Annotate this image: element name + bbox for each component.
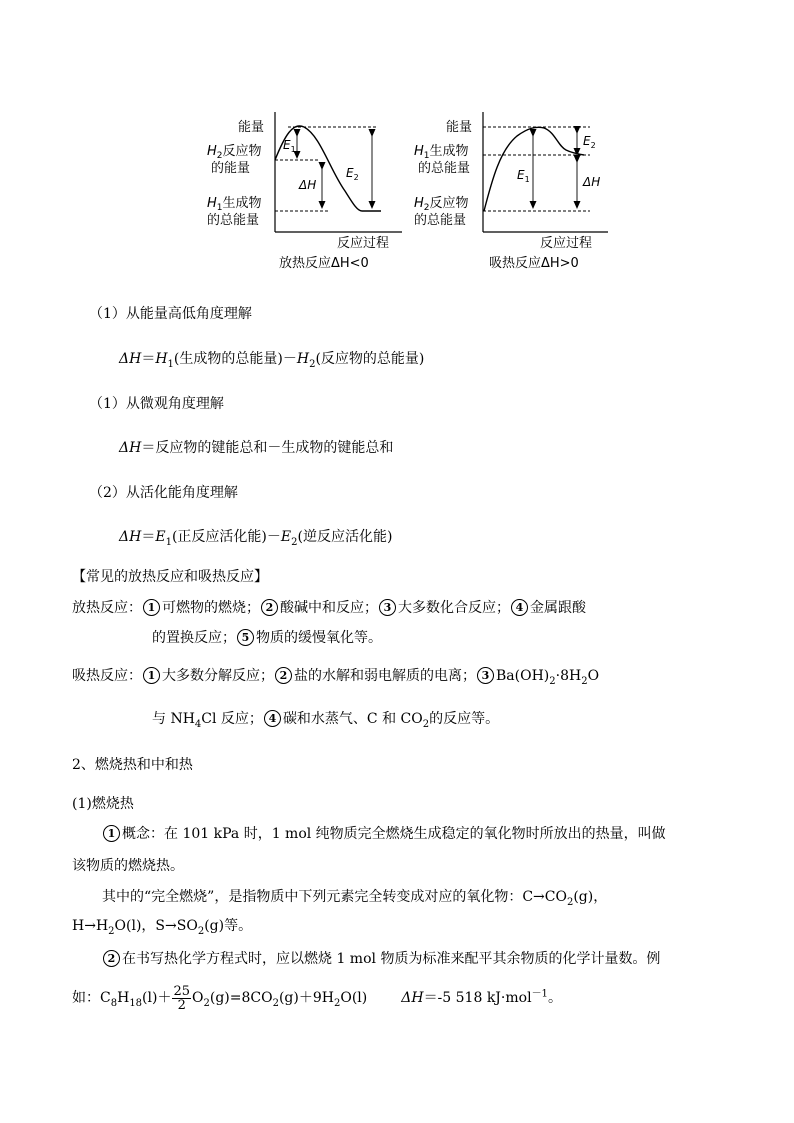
energy-curve xyxy=(484,127,584,211)
diagram-caption: 吸热反应ΔH>0 xyxy=(489,256,579,271)
section-heading-micro: （1）从微观角度理解 xyxy=(89,396,224,412)
subscript: 2 xyxy=(566,896,574,908)
formula-part: 如：C xyxy=(72,990,111,1006)
circled-number: 5 xyxy=(237,629,254,646)
diagram-caption: 放热反应ΔH<0 xyxy=(279,256,369,271)
circled-number: 2 xyxy=(103,950,120,967)
list-item: 的反应等。 xyxy=(429,711,500,727)
complete-combustion-line-1 xyxy=(102,886,607,906)
paragraph-text: 在书写热化学方程式时，应以燃烧 1 mol 物质为标准来配平其余物质的化学计量数。例 xyxy=(122,951,661,967)
concept-line-2: 该物质的燃烧热。 xyxy=(72,858,184,874)
exothermic-label: 放热反应： xyxy=(72,600,142,616)
subscript: 2 xyxy=(203,997,210,1009)
product-label-2: 的总能量 xyxy=(418,161,471,176)
circled-number: 3 xyxy=(379,599,396,616)
paragraph-text: 概念：在 101 kPa 时，1 mol 纯物质完全燃烧生成稳定的氧化物时所放出的热量，叫做 xyxy=(122,826,666,842)
e2-label: $E_2$ xyxy=(583,134,596,150)
complete-combustion-line-2 xyxy=(72,915,252,935)
list-item: 物质的缓慢氧化等。 xyxy=(256,630,382,646)
reactant-label: $H_2$反应物 xyxy=(414,196,469,213)
e1-label: $E_1$ xyxy=(283,138,296,154)
list-item: 盐的水解和弱电解质的电离； xyxy=(294,668,476,684)
formula-part: O xyxy=(587,668,600,684)
fraction-denominator: 2 xyxy=(177,997,186,1013)
h2-symbol: H xyxy=(296,351,310,367)
product-label: $H_1$生成物 xyxy=(414,144,469,161)
subscript: 4 xyxy=(194,718,202,730)
list-item: 碳和水蒸气、C 和 CO xyxy=(282,711,423,727)
subscript: 8 xyxy=(110,997,118,1009)
formula-activation xyxy=(119,526,392,546)
endothermic-line-1 xyxy=(72,665,599,685)
product-label: $H_1$生成物 xyxy=(207,196,262,213)
exothermic-line-1 xyxy=(72,597,586,617)
circled-number: 1 xyxy=(143,599,160,616)
dh-label: ΔH xyxy=(583,175,601,189)
subscript: 2 xyxy=(272,997,279,1009)
subscript: 2 xyxy=(108,925,115,937)
e2-symbol: E xyxy=(280,529,292,545)
formula-part: O xyxy=(192,990,204,1006)
dh-label: ΔH xyxy=(299,178,317,192)
formula-micro xyxy=(119,437,393,457)
reactant-label-2: 的总能量 xyxy=(414,213,467,228)
paragraph-text: H→H xyxy=(72,918,109,934)
energy-diagrams xyxy=(0,0,794,290)
dh-symbol: ΔH xyxy=(119,529,142,545)
e2-label: $E_2$ xyxy=(346,166,359,182)
subscript: 2 xyxy=(581,675,588,687)
e2-sub: 2 xyxy=(291,536,298,548)
e1-sub: 1 xyxy=(165,536,172,548)
formula-text-1: (正反应活化能)－ xyxy=(171,529,281,545)
formula-part: ·8H xyxy=(555,668,582,684)
subscript: 2 xyxy=(549,675,556,687)
dh-symbol: ΔH xyxy=(119,351,142,367)
exothermic-line-2 xyxy=(152,627,382,647)
h1-symbol: H xyxy=(155,351,168,367)
equation-writing-line-1 xyxy=(102,948,660,968)
formula-text-1: (生成物的总能量)－ xyxy=(173,351,297,367)
e1-label: $E_1$ xyxy=(517,168,530,184)
subscript: 2 xyxy=(333,997,341,1009)
section-title-combustion: 2、燃烧热和中和热 xyxy=(72,757,193,773)
h1-sub: 1 xyxy=(167,358,174,370)
example-equation xyxy=(72,980,562,1016)
dh-symbol: ΔH xyxy=(401,990,424,1006)
formula-text-2: (逆反应活化能) xyxy=(297,529,393,545)
concept-line-1 xyxy=(102,823,666,843)
circled-number: 4 xyxy=(264,710,281,727)
equals: ＝ xyxy=(141,351,156,367)
section-heading-energy: （1）从能量高低角度理解 xyxy=(89,306,252,322)
circled-number: 2 xyxy=(261,599,278,616)
formula-part: (g)=8CO xyxy=(209,990,273,1006)
subscript: 18 xyxy=(129,997,143,1009)
subsection-title-combustion-heat: (1)燃烧热 xyxy=(72,796,134,812)
subscript: 2 xyxy=(422,718,430,730)
formula-text: ＝反应物的键能总和－生成物的键能总和 xyxy=(141,440,394,456)
paragraph-text: (g)， xyxy=(573,889,608,905)
circled-number: 3 xyxy=(477,667,494,684)
reactant-label-2: 的能量 xyxy=(211,161,251,176)
fraction-numerator: 25 xyxy=(173,983,190,999)
paragraph-text: (g)等。 xyxy=(204,918,253,934)
dh-symbol: ΔH xyxy=(119,440,142,456)
circled-number: 2 xyxy=(275,667,292,684)
formula-part: O(l) xyxy=(340,990,368,1006)
h2-sub: 2 xyxy=(309,358,316,370)
endothermic-line-2 xyxy=(152,708,499,728)
formula-part: (l)＋ xyxy=(142,990,172,1006)
x-axis-label: 反应过程 xyxy=(337,236,390,251)
formula-part: 与 NH xyxy=(152,711,195,727)
superscript: －1 xyxy=(531,988,548,1000)
list-item: 金属跟酸 xyxy=(530,600,586,616)
formula-energy xyxy=(119,348,424,368)
section-heading-activation: （2）从活化能角度理解 xyxy=(89,485,238,501)
fraction xyxy=(172,985,191,1012)
subscript: 2 xyxy=(197,925,205,937)
circled-number: 1 xyxy=(143,667,160,684)
energy-curve xyxy=(275,126,381,211)
common-reactions-heading: 【常见的放热反应和吸热反应】 xyxy=(72,569,268,585)
list-item: 可燃物的燃烧； xyxy=(162,600,260,616)
reactant-label: $H_2$反应物 xyxy=(207,144,262,161)
endothermic-label: 吸热反应： xyxy=(72,668,142,684)
paragraph-text: 其中的“完全燃烧”，是指物质中下列元素完全转变成对应的氧化物：C→CO xyxy=(102,889,567,905)
list-item: 酸碱中和反应； xyxy=(280,600,378,616)
formula-part: (g)＋9H xyxy=(278,990,334,1006)
x-axis-label: 反应过程 xyxy=(540,236,593,251)
exothermic-diagram xyxy=(207,112,402,271)
y-axis-label: 能量 xyxy=(446,120,473,135)
formula-part: H xyxy=(117,990,130,1006)
equals: ＝ xyxy=(141,529,156,545)
enthalpy-value: ＝-5 518 kJ·mol xyxy=(423,990,532,1006)
y-axis-label: 能量 xyxy=(238,120,265,135)
formula-text-2: (反应物的总能量) xyxy=(315,351,425,367)
paragraph-text: O(l)，S→SO xyxy=(114,918,198,934)
list-item: 大多数化合反应； xyxy=(398,600,510,616)
circled-number: 1 xyxy=(103,825,120,842)
e1-symbol: E xyxy=(155,529,166,545)
formula-part: Cl 反应； xyxy=(201,711,263,727)
list-item: 的置换反应； xyxy=(152,630,236,646)
formula-part: Ba(OH) xyxy=(496,668,550,684)
punctuation: 。 xyxy=(547,990,562,1006)
circled-number: 4 xyxy=(511,599,528,616)
list-item: 大多数分解反应； xyxy=(162,668,274,684)
product-label-2: 的总能量 xyxy=(207,213,260,228)
endothermic-diagram xyxy=(414,112,608,271)
